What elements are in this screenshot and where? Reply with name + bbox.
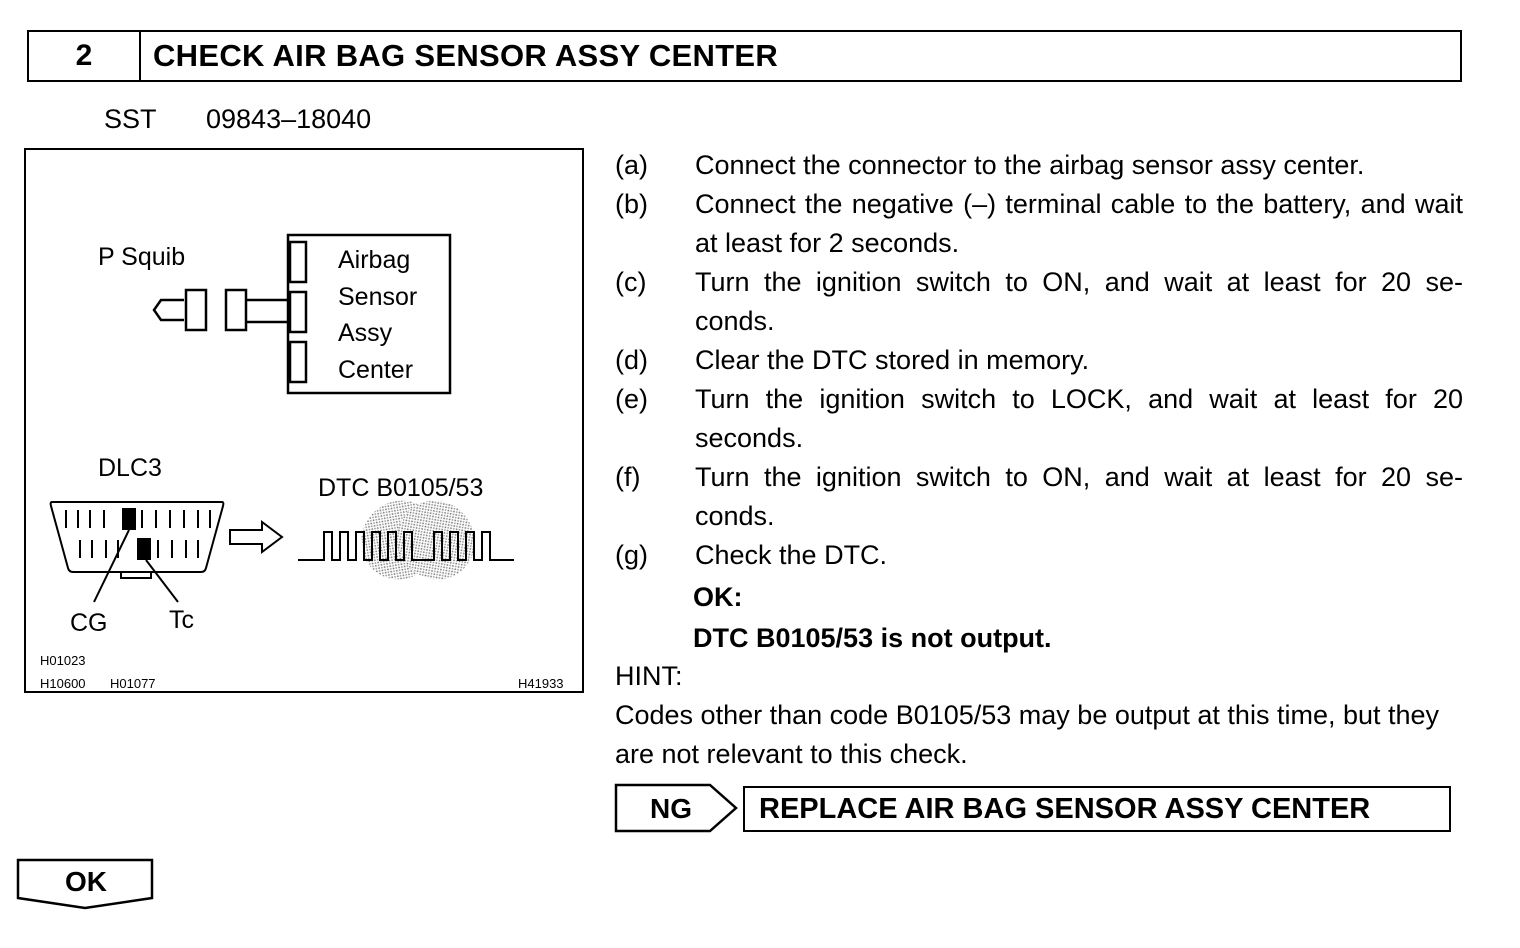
step-text: Turn the ignition switch to LOCK, and wait at least for 20 seconds. (695, 384, 1463, 453)
figure-code-2: H10600 (40, 676, 86, 691)
step-label: (d) (615, 345, 648, 375)
p-squib-label: P Squib (98, 243, 186, 271)
ok-result-text: DTC B0105/53 is not output. (693, 623, 1052, 653)
figure-drawing (26, 150, 582, 691)
figure-code-4: H41933 (518, 676, 564, 691)
hint-text: Codes other than code B0105/53 may be output at this time, but they are not relevant to this check. (615, 700, 1440, 769)
step-b (615, 185, 1463, 263)
step-text: Turn the ignition switch to ON, and wait at least for 20 se- conds. (695, 267, 1463, 336)
sst-number: 09843–18040 (206, 104, 372, 134)
step-label: (c) (615, 267, 647, 297)
dtc-label: DTC B0105/53 (318, 474, 484, 502)
step-title: CHECK AIR BAG SENSOR ASSY CENTER (153, 38, 779, 73)
cg-pin (122, 508, 136, 530)
hint-label: HINT: (615, 661, 683, 691)
cg-leader (94, 530, 129, 602)
step-label: (g) (615, 540, 648, 570)
step-g (615, 536, 1463, 575)
step-label: (a) (615, 150, 648, 180)
tc-pin (137, 538, 151, 560)
sensor-line-1: Airbag (338, 246, 411, 274)
step-c (615, 263, 1463, 341)
cg-label: CG (70, 609, 108, 637)
ok-result (693, 577, 1052, 659)
step-text: Connect the negative (–) terminal cable to the battery, and wait at least for 2 seconds. (695, 189, 1463, 258)
step-text: Turn the ignition switch to ON, and wait at least for 20 se- conds. (695, 462, 1463, 531)
step-header (27, 30, 1462, 82)
step-label: (f) (615, 462, 641, 492)
hint-block (615, 657, 1465, 774)
step-f (615, 458, 1463, 536)
step-text: Connect the connector to the airbag sensor assy center. (695, 150, 1365, 180)
sst-label: SST (104, 104, 157, 134)
procedure-steps (615, 146, 1463, 575)
ng-label: NG (650, 793, 692, 824)
figure-code-1: H01023 (40, 653, 86, 668)
dlc3-label: DLC3 (98, 454, 162, 482)
sensor-line-3: Assy (338, 319, 393, 347)
wiring-figure (24, 148, 584, 693)
sensor-line-4: Center (338, 356, 414, 384)
step-text: Check the DTC. (695, 540, 888, 570)
step-text: Clear the DTC stored in memory. (695, 345, 1090, 375)
figure-code-3: H01077 (110, 676, 156, 691)
step-a (615, 146, 1463, 185)
step-label: (b) (615, 189, 648, 219)
step-label: (e) (615, 384, 648, 414)
step-number: 2 (29, 32, 141, 80)
tc-label: Tc (169, 606, 194, 634)
ok-result-label: OK: (693, 582, 743, 612)
tc-leader (146, 560, 178, 602)
ng-action: REPLACE AIR BAG SENSOR ASSY CENTER (743, 786, 1451, 832)
arrow-right-icon (230, 522, 282, 552)
sensor-line-2: Sensor (338, 283, 418, 311)
step-d (615, 341, 1463, 380)
step-e (615, 380, 1463, 458)
squib-connector (154, 290, 288, 330)
ok-branch-label: OK (65, 866, 107, 897)
